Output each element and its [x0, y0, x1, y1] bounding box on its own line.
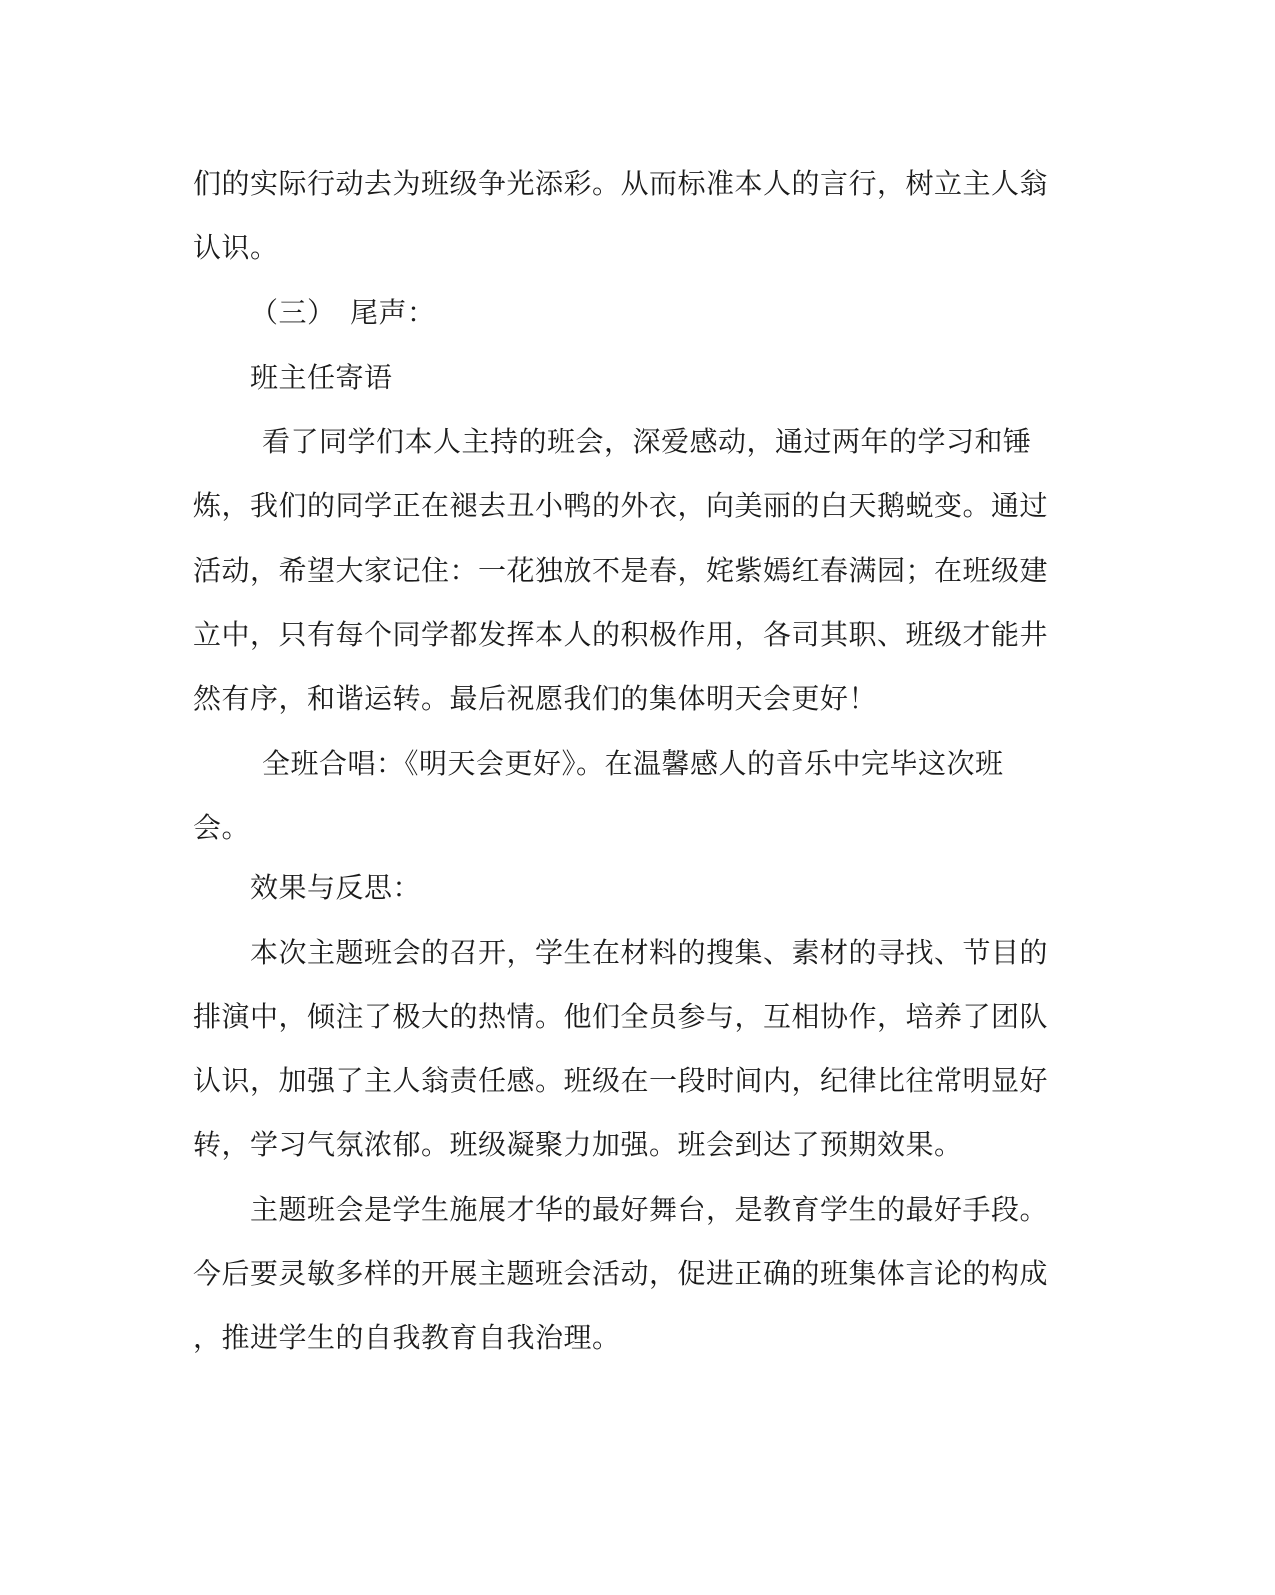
text-line: 排演中，倾注了极大的热情。他们全员参与，互相协作，培养了团队	[193, 1000, 1049, 1033]
text-line: 炼，我们的同学正在褪去丑小鸭的外衣，向美丽的白天鹅蜕变。通过	[193, 489, 1049, 522]
text-line: 今后要灵敏多样的开展主题班会活动，促进正确的班集体言论的构成	[193, 1257, 1049, 1290]
text-line: 认识，加强了主人翁责任感。班级在一段时间内，纪律比往常明显好	[193, 1064, 1049, 1097]
text-line: 看了同学们本人主持的班会，深爱感动，通过两年的学习和锤	[262, 425, 1032, 458]
text-line: 会。	[193, 811, 251, 844]
text-line: 认识。	[193, 231, 279, 264]
subheading: 班主任寄语	[250, 361, 393, 394]
text-line: 转，学习气氛浓郁。班级凝聚力加强。班会到达了预期效果。	[193, 1128, 963, 1161]
text-line: ，推进学生的自我教育自我治理。	[193, 1321, 621, 1354]
text-line: 立中，只有每个同学都发挥本人的积极作用，各司其职、班级才能井	[193, 618, 1049, 651]
text-line: 活动，希望大家记住：一花独放不是春，姹紫嫣红春满园；在班级建	[193, 554, 1049, 587]
text-line: 然有序，和谐运转。最后祝愿我们的集体明天会更好！	[193, 682, 878, 715]
text-line: 本次主题班会的召开，学生在材料的搜集、素材的寻找、节目的	[250, 936, 1049, 969]
subheading: 效果与反思：	[250, 871, 422, 904]
text-line: 们的实际行动去为班级争光添彩。从而标准本人的言行，树立主人翁	[193, 167, 1049, 200]
text-line: 主题班会是学生施展才华的最好舞台，是教育学生的最好手段。	[250, 1193, 1049, 1226]
text-line: 全班合唱：《明天会更好》。在温馨感人的音乐中完毕这次班	[262, 747, 1004, 780]
section-heading: （三） 尾声：	[250, 296, 436, 329]
